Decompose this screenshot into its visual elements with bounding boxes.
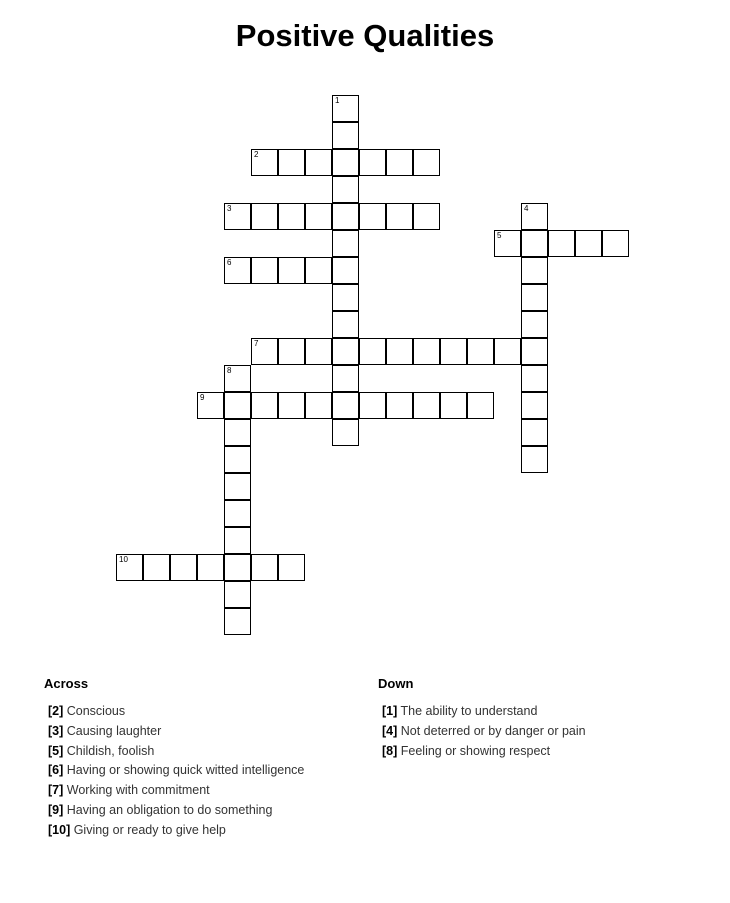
crossword-cell[interactable] [494, 338, 521, 365]
crossword-cell[interactable] [224, 419, 251, 446]
crossword-cell[interactable] [440, 392, 467, 419]
crossword-cell[interactable] [224, 473, 251, 500]
clue-number-label: 8 [227, 366, 232, 375]
crossword-cell[interactable] [386, 338, 413, 365]
crossword-cell[interactable] [575, 230, 602, 257]
crossword-cell[interactable] [332, 419, 359, 446]
crossword-cell[interactable] [224, 500, 251, 527]
crossword-cell[interactable] [467, 338, 494, 365]
crossword-cell[interactable] [332, 149, 359, 176]
clue-across-6: [6] Having or showing quick witted intelligence [48, 763, 305, 778]
crossword-cell[interactable] [332, 176, 359, 203]
crossword-cell[interactable] [521, 230, 548, 257]
crossword-cell[interactable] [332, 95, 359, 122]
crossword-cell[interactable] [332, 311, 359, 338]
crossword-cell[interactable] [521, 284, 548, 311]
crossword-cell[interactable] [494, 230, 521, 257]
crossword-cell[interactable] [197, 554, 224, 581]
crossword-cell[interactable] [521, 338, 548, 365]
crossword-cell[interactable] [278, 149, 305, 176]
crossword-cell[interactable] [386, 203, 413, 230]
crossword-cell[interactable] [359, 203, 386, 230]
crossword-cell[interactable] [548, 230, 575, 257]
crossword-cell[interactable] [359, 149, 386, 176]
crossword-cell[interactable] [251, 257, 278, 284]
crossword-cell[interactable] [413, 392, 440, 419]
crossword-cell[interactable] [332, 122, 359, 149]
clue-across-3: [3] Causing laughter [48, 723, 162, 738]
puzzle-title: Positive Qualities [235, 18, 495, 53]
clue-number-label: 10 [119, 555, 128, 564]
crossword-cell[interactable] [332, 365, 359, 392]
crossword-cell[interactable] [386, 149, 413, 176]
clue-number-label: 9 [200, 393, 205, 402]
crossword-cell[interactable] [359, 392, 386, 419]
clue-number-label: 4 [524, 204, 529, 213]
crossword-cell[interactable] [413, 338, 440, 365]
clue-across-7: [7] Working with commitment [48, 783, 210, 798]
clue-across-2: [2] Conscious [48, 704, 126, 718]
crossword-cell[interactable] [224, 446, 251, 473]
clue-number-label: 6 [227, 258, 232, 267]
crossword-cell[interactable] [224, 392, 251, 419]
clue-across-9: [9] Having an obligation to do something [48, 802, 273, 817]
crossword-cell[interactable] [440, 338, 467, 365]
crossword-cell[interactable] [305, 203, 332, 230]
crossword-cell[interactable] [278, 203, 305, 230]
crossword-cell[interactable] [332, 338, 359, 365]
crossword-cell[interactable] [224, 203, 251, 230]
crossword-cell[interactable] [359, 338, 386, 365]
crossword-cell[interactable] [413, 149, 440, 176]
clue-number-label: 7 [254, 339, 259, 348]
across-heading: Across [44, 676, 89, 691]
crossword-cell[interactable] [521, 365, 548, 392]
clue-number-label: 1 [335, 96, 340, 105]
clue-across-5: [5] Childish, foolish [48, 743, 155, 758]
crossword-cell[interactable] [251, 554, 278, 581]
down-clues [378, 676, 586, 761]
crossword-cell[interactable] [305, 392, 332, 419]
clue-down-4: [4] Not deterred or by danger or pain [382, 723, 586, 738]
crossword-cell[interactable] [278, 338, 305, 365]
clue-number-label: 2 [254, 150, 259, 159]
crossword-cell[interactable] [278, 392, 305, 419]
clue-across-10: [10] Giving or ready to give help [48, 822, 226, 837]
crossword-cell[interactable] [224, 608, 251, 635]
crossword-cell[interactable] [278, 554, 305, 581]
crossword-cell[interactable] [332, 284, 359, 311]
crossword-cell[interactable] [251, 203, 278, 230]
crossword-cell[interactable] [521, 392, 548, 419]
crossword-cell[interactable] [332, 230, 359, 257]
crossword-cell[interactable] [602, 230, 629, 257]
crossword-cell[interactable] [413, 203, 440, 230]
crossword-cell[interactable] [143, 554, 170, 581]
crossword-cell[interactable] [305, 257, 332, 284]
crossword-cell[interactable] [386, 392, 413, 419]
crossword-cell[interactable] [251, 338, 278, 365]
clue-down-1: [1] The ability to understand [382, 704, 538, 718]
crossword-cell[interactable] [251, 149, 278, 176]
clue-down-8: [8] Feeling or showing respect [382, 743, 551, 758]
crossword-cell[interactable] [224, 527, 251, 554]
crossword-cell[interactable] [332, 257, 359, 284]
crossword-cell[interactable] [224, 365, 251, 392]
down-heading: Down [378, 676, 414, 691]
across-clues [44, 676, 304, 841]
crossword-cell[interactable] [251, 392, 278, 419]
crossword-cell[interactable] [521, 446, 548, 473]
crossword-cell[interactable] [332, 392, 359, 419]
crossword-cell[interactable] [197, 392, 224, 419]
crossword-cell[interactable] [224, 554, 251, 581]
clue-number-label: 3 [227, 204, 232, 213]
crossword-cell[interactable] [116, 554, 143, 581]
crossword-cell[interactable] [467, 392, 494, 419]
crossword-cell[interactable] [305, 149, 332, 176]
crossword-cell[interactable] [521, 257, 548, 284]
crossword-cell[interactable] [521, 311, 548, 338]
crossword-cell[interactable] [224, 581, 251, 608]
crossword-cell[interactable] [521, 203, 548, 230]
crossword-cell[interactable] [170, 554, 197, 581]
crossword-cell[interactable] [305, 338, 332, 365]
crossword-cell[interactable] [521, 419, 548, 446]
crossword-cell[interactable] [332, 203, 359, 230]
crossword-cell[interactable] [278, 257, 305, 284]
clue-number-label: 5 [497, 231, 502, 240]
crossword-cell[interactable] [224, 257, 251, 284]
